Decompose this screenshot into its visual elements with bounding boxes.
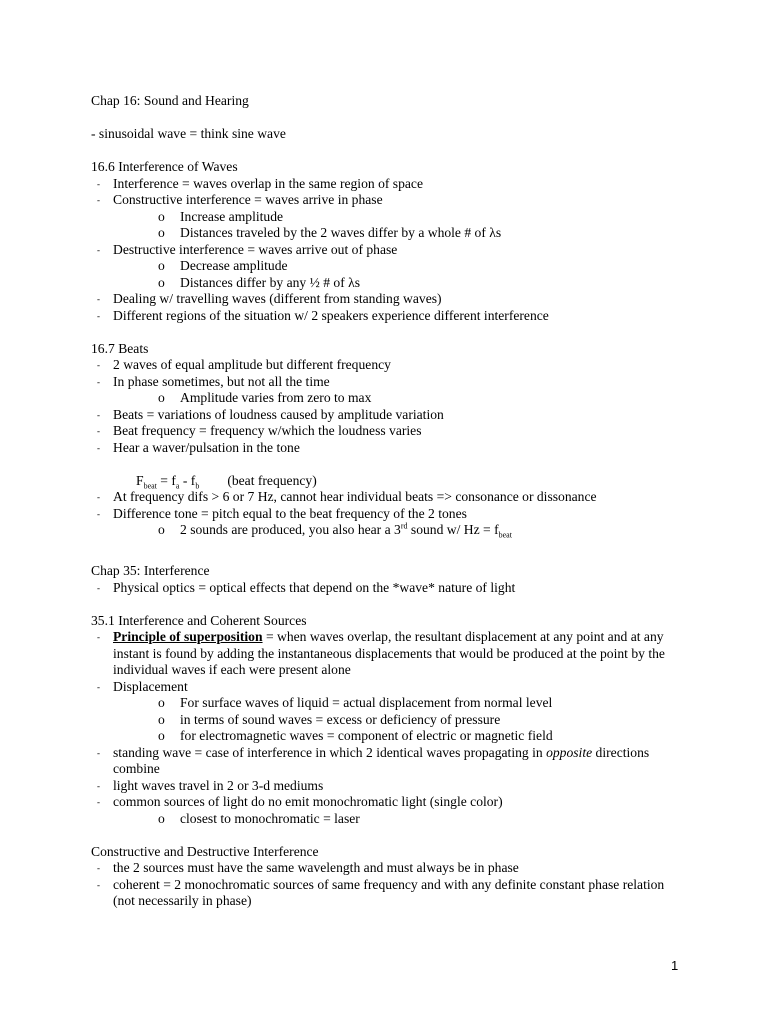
list-item: - Displacement — [97, 678, 188, 694]
list-item: - 2 waves of equal amplitude but different frequency — [97, 357, 391, 372]
dash-bullet: - — [97, 492, 100, 502]
sub-list-item: o Amplitude varies from zero to max — [158, 390, 372, 405]
list-item: - At frequency difs > 6 or 7 Hz, cannot hear individual beats => consonance or dissonance — [97, 489, 597, 504]
list-item: - In phase sometimes, but not all the time — [97, 373, 330, 389]
circle-bullet: o — [158, 522, 165, 537]
dash-bullet: - — [97, 508, 100, 519]
circle-bullet: o — [158, 390, 165, 405]
list-item: - Interference = waves overlap in the same region of space — [97, 175, 423, 191]
dash-bullet: - — [97, 863, 100, 873]
dash-bullet: - — [97, 632, 100, 642]
dash-bullet: - — [97, 582, 100, 593]
superposition-term: Principle of superposition — [113, 629, 263, 644]
dash-bullet: - — [97, 747, 100, 758]
list-item: - Difference tone = pitch equal to the beat frequency of the 2 tones — [97, 505, 467, 521]
list-item: - Beats = variations of loudness caused by amplitude variation — [97, 406, 444, 422]
chapter-35-title: Chap 35: Interference — [91, 563, 210, 578]
list-item: - standing wave = case of interference in which 2 identical waves propagating in opposite directions combine — [97, 744, 650, 776]
dash-bullet: - — [97, 376, 100, 387]
sub-list-item: o Distances traveled by the 2 waves differ by a whole # of λs — [158, 225, 502, 240]
dash-bullet: - — [97, 360, 100, 370]
list-item: - common sources of light do no emit monochromatic light (single color) — [97, 794, 503, 809]
section-35-1-heading: 35.1 Interference and Coherent Sources — [91, 612, 307, 628]
page-number: 1 — [671, 958, 679, 973]
dash-bullet: - — [97, 195, 100, 205]
sub-list-item: o For surface waves of liquid = actual displacement from normal level — [158, 695, 553, 710]
chapter-16-title: Chap 16: Sound and Hearing — [91, 93, 249, 108]
list-item: - Principle of superposition = when waves overlap, the resultant displacement at any point and at any instant is found by adding the instantaneous displacements that would be produced at the point by the individual waves if each were present alone — [97, 629, 665, 677]
list-item: - light waves travel in 2 or 3-d mediums — [97, 777, 324, 793]
section-16-6-heading: 16.6 Interference of Waves — [91, 159, 238, 174]
dash-bullet: - — [97, 409, 100, 420]
section-16-7-heading: 16.7 Beats — [91, 340, 149, 356]
list-item: - coherent = 2 monochromatic sources of same frequency and with any definite constant phase relation (not necessarily in phase) — [97, 876, 665, 908]
document-body — [91, 93, 681, 910]
circle-bullet: o — [158, 695, 165, 710]
dash-bullet: - — [97, 310, 100, 321]
sub-list-item: o Decrease amplitude — [158, 258, 288, 273]
sub-list-item: o 2 sounds are produced, you also hear a 3rd sound w/ $Hz = f_{beat}$ — [158, 521, 512, 540]
sub-list-item: o for electromagnetic waves = component of electric or magnetic field — [158, 728, 553, 743]
dash-bullet: - — [97, 780, 100, 791]
section-cdi-heading: Constructive and Destructive Interference — [91, 843, 319, 859]
list-item: - Destructive interference = waves arrive out of phase — [97, 241, 398, 257]
circle-bullet: o — [158, 258, 165, 273]
circle-bullet: o — [158, 728, 165, 743]
dash-bullet: - — [97, 879, 100, 890]
beat-frequency-formula: $F_{beat} = f_a - f_b$ (beat frequency) — [136, 472, 317, 491]
circle-bullet: o — [158, 225, 165, 240]
sub-list-item: o closest to monochromatic = laser — [158, 810, 360, 826]
circle-bullet: o — [158, 208, 165, 224]
list-item: - Beat frequency = frequency w/which the loudness varies — [97, 423, 422, 438]
circle-bullet: o — [158, 810, 165, 826]
circle-bullet: o — [158, 274, 165, 290]
dash-bullet: - — [97, 797, 100, 807]
dash-bullet: - — [97, 442, 100, 453]
dash-bullet: - — [97, 426, 100, 436]
dash-bullet: - — [97, 178, 100, 189]
dash-bullet: - — [97, 681, 100, 692]
dash-bullet: - — [97, 244, 100, 255]
sub-list-item: o Increase amplitude — [158, 208, 284, 224]
list-item: - Dealing w/ travelling waves (different from standing waves) — [97, 291, 442, 306]
list-item: - Different regions of the situation w/ 2 speakers experience different interference — [97, 307, 549, 323]
formula-label: (beat frequency) — [227, 472, 317, 488]
sub-list-item: o Distances differ by any ½ # of λs — [158, 274, 360, 290]
intro-line: - sinusoidal wave = think sine wave — [91, 126, 286, 141]
list-item: - Constructive interference = waves arrive in phase — [97, 192, 383, 207]
list-item: - the 2 sources must have the same wavelength and must always be in phase — [97, 860, 519, 875]
list-item: - Hear a waver/pulsation in the tone — [97, 439, 300, 455]
circle-bullet: o — [158, 711, 165, 727]
sub-list-item: o in terms of sound waves = excess or deficiency of pressure — [158, 711, 501, 727]
dash-bullet: - — [97, 294, 100, 304]
list-item: - Physical optics = optical effects that depend on the *wave* nature of light — [97, 579, 516, 595]
